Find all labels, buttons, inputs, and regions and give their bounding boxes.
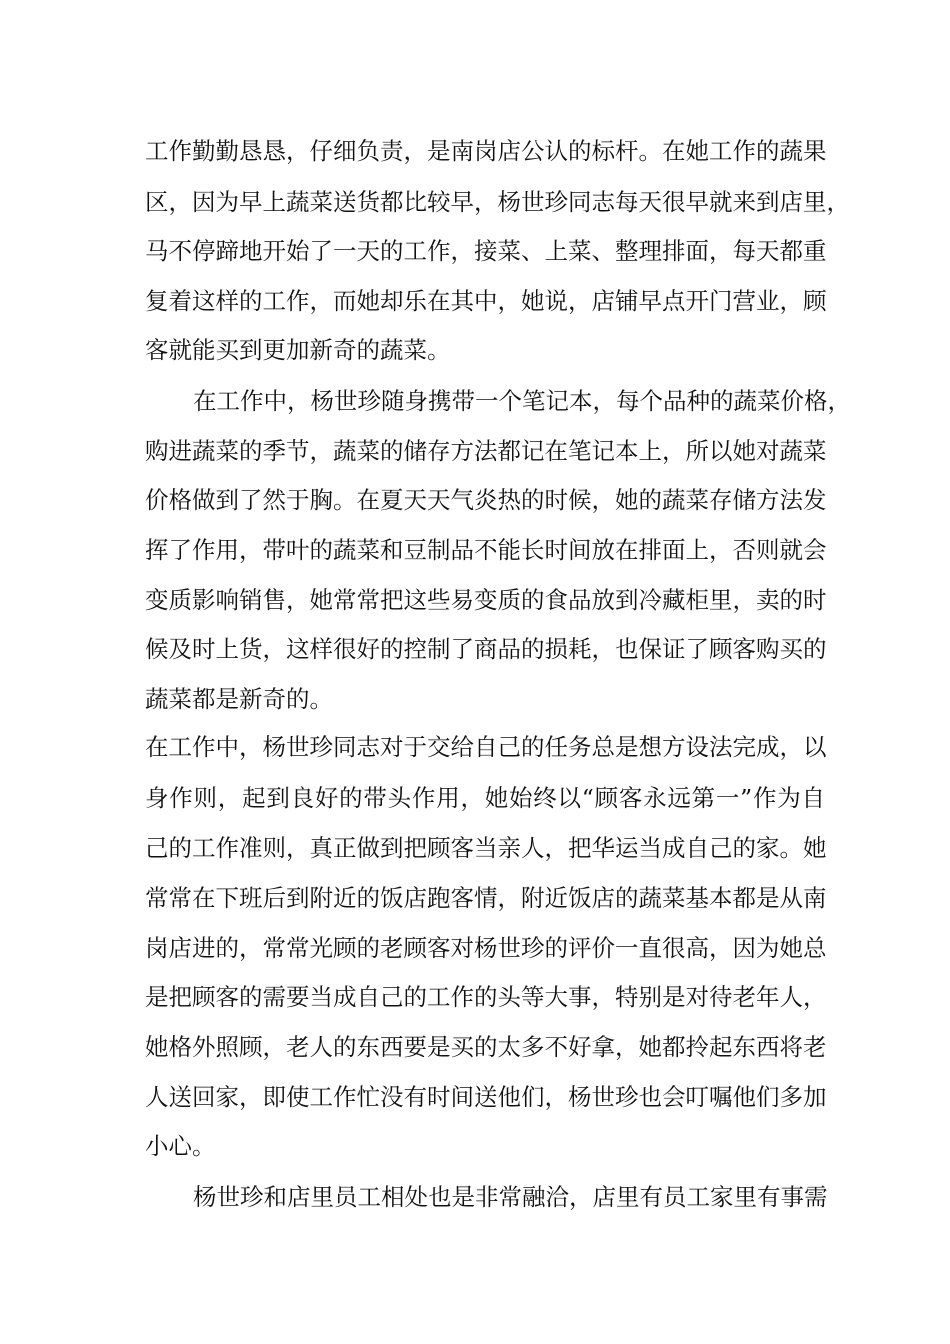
text-line-14: 身作则，起到良好的带头作用，她始终以“顾客永远第一”作为自 bbox=[145, 784, 825, 812]
text-line-1: 工作勤勤恳恳，仔细负责，是南岗店公认的标杆。在她工作的蔬果 bbox=[145, 137, 827, 165]
text-line-17: 岗店进的，常常光顾的老顾客对杨世珍的评价一直很高，因为她总 bbox=[145, 934, 827, 962]
text-line-6: 在工作中，杨世珍随身携带一个笔记本，每个品种的蔬菜价格， bbox=[193, 387, 851, 415]
text-line-21: 小心。 bbox=[145, 1132, 216, 1160]
text-line-2: 区，因为早上蔬菜送货都比较早，杨世珍同志每天很早就来到店里， bbox=[145, 188, 850, 216]
text-line-4: 复着这样的工作，而她却乐在其中，她说，店铺早点开门营业，顾 bbox=[145, 287, 827, 315]
text-line-15: 己的工作准则，真正做到把顾客当亲人，把华运当成自己的家。她 bbox=[145, 834, 827, 862]
text-line-16: 常常在下班后到附近的饭店跑客情，附近饭店的蔬菜基本都是从南 bbox=[145, 884, 827, 912]
text-line-22: 杨世珍和店里员工相处也是非常融洽，店里有员工家里有事需 bbox=[193, 1183, 828, 1211]
text-line-9: 挥了作用，带叶的蔬菜和豆制品不能长时间放在排面上，否则就会 bbox=[145, 536, 827, 564]
text-line-13: 在工作中，杨世珍同志对于交给自己的任务总是想方设法完成，以 bbox=[145, 733, 827, 761]
text-line-20: 人送回家，即使工作忙没有时间送他们，杨世珍也会叮嘱他们多加 bbox=[145, 1083, 827, 1111]
text-line-5: 客就能买到更加新奇的蔬菜。 bbox=[145, 336, 451, 364]
text-line-12: 蔬菜都是新奇的。 bbox=[145, 685, 333, 713]
text-line-11: 候及时上货，这样很好的控制了商品的损耗，也保证了顾客购买的 bbox=[145, 635, 827, 663]
text-line-19: 她格外照顾，老人的东西要是买的太多不好拿，她都拎起东西将老 bbox=[145, 1033, 827, 1061]
text-line-10: 变质影响销售，她常常把这些易变质的食品放到冷藏柜里，卖的时 bbox=[145, 586, 827, 614]
text-line-7: 购进蔬菜的季节，蔬菜的储存方法都记在笔记本上，所以她对蔬菜 bbox=[145, 437, 827, 465]
text-line-8: 价格做到了然于胸。在夏天天气炎热的时候，她的蔬菜存储方法发 bbox=[145, 486, 827, 514]
text-line-3: 马不停蹄地开始了一天的工作，接菜、上菜、整理排面，每天都重 bbox=[145, 237, 827, 265]
text-line-18: 是把顾客的需要当成自己的工作的头等大事，特别是对待老年人， bbox=[145, 983, 827, 1011]
